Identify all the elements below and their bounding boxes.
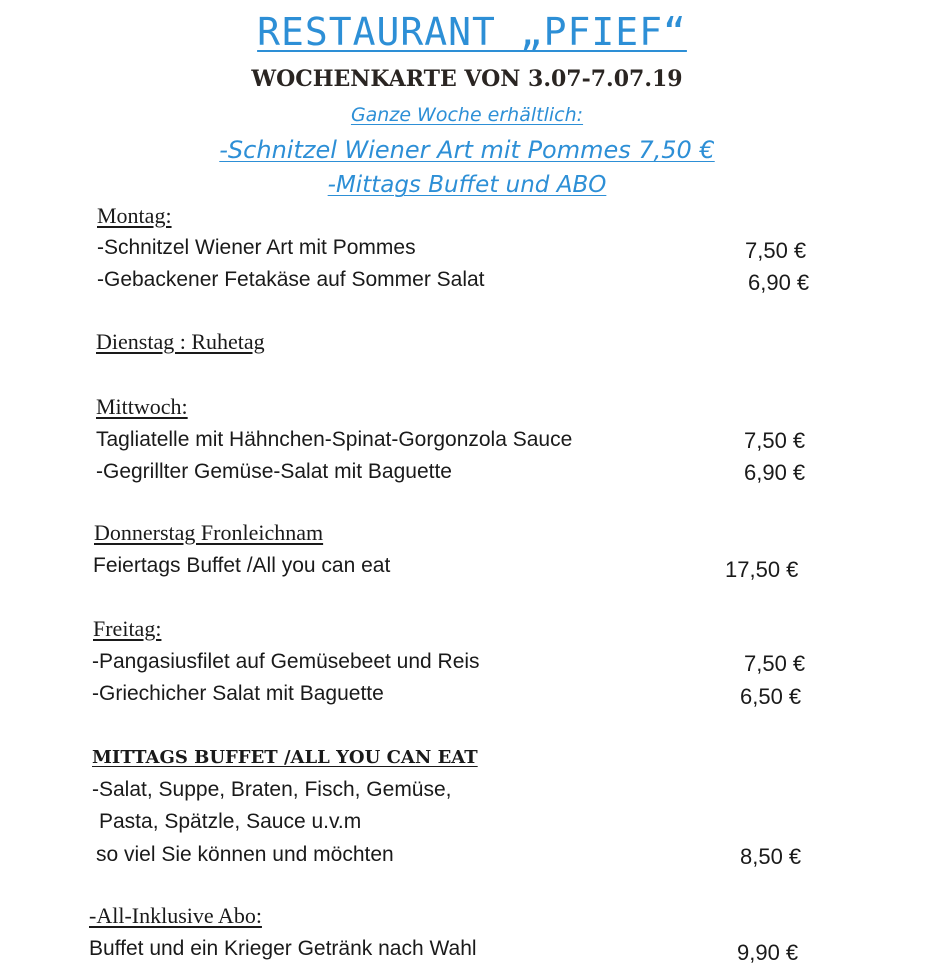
menu-item-price: 7,50 € — [744, 428, 806, 453]
buffet-heading: MITTAGS BUFFET /ALL YOU CAN EAT — [92, 747, 478, 768]
menu-item-name: -Schnitzel Wiener Art mit Pommes — [97, 236, 416, 259]
abo-description: Buffet und ein Krieger Getränk nach Wahl — [89, 937, 477, 960]
buffet-description-line: Pasta, Spätzle, Sauce u.v.m — [99, 810, 362, 833]
weekly-menu-subtitle: WOCHENKARTE VON 3.07-7.07.19 — [251, 66, 683, 92]
day-heading-dienstag: Dienstag : Ruhetag — [96, 329, 265, 354]
menu-item-name: Feiertags Buffet /All you can eat — [93, 554, 391, 577]
restaurant-title: RESTAURANT „PFIEF“ — [257, 10, 687, 54]
week-special-buffet-abo: -Mittags Buffet und ABO — [327, 172, 607, 198]
menu-item-price: 6,90 € — [744, 460, 806, 485]
day-heading-donnerstag: Donnerstag Fronleichnam — [94, 520, 324, 545]
menu-item-name: -Griechicher Salat mit Baguette — [92, 682, 384, 705]
menu-item-name: -Pangasiusfilet auf Gemüsebeet und Reis — [92, 650, 480, 673]
menu-item-name: -Gegrillter Gemüse-Salat mit Baguette — [96, 460, 452, 483]
abo-heading: -All-Inklusive Abo: — [89, 903, 262, 928]
menu-item-price: 7,50 € — [745, 238, 807, 263]
buffet-description-line: so viel Sie können und möchten — [96, 843, 394, 866]
menu-item-price: 6,90 € — [748, 270, 810, 295]
buffet-price: 8,50 € — [740, 844, 802, 869]
menu-item-price: 17,50 € — [725, 557, 799, 582]
buffet-description-line: -Salat, Suppe, Braten, Fisch, Gemüse, — [92, 778, 452, 801]
day-heading-freitag: Freitag: — [93, 616, 162, 641]
day-heading-mittwoch: Mittwoch: — [96, 394, 188, 419]
menu-item-name: Tagliatelle mit Hähnchen-Spinat-Gorgonzola Sauce — [96, 428, 573, 451]
menu-item-price: 6,50 € — [740, 684, 802, 709]
week-available-note: Ganze Woche erhältlich: — [350, 104, 584, 126]
abo-price: 9,90 € — [737, 940, 799, 965]
week-special-schnitzel: -Schnitzel Wiener Art mit Pommes 7,50 € — [219, 136, 715, 164]
menu-item-price: 7,50 € — [744, 651, 806, 676]
day-heading-montag: Montag: — [97, 203, 172, 228]
menu-item-name: -Gebackener Fetakäse auf Sommer Salat — [97, 268, 485, 291]
